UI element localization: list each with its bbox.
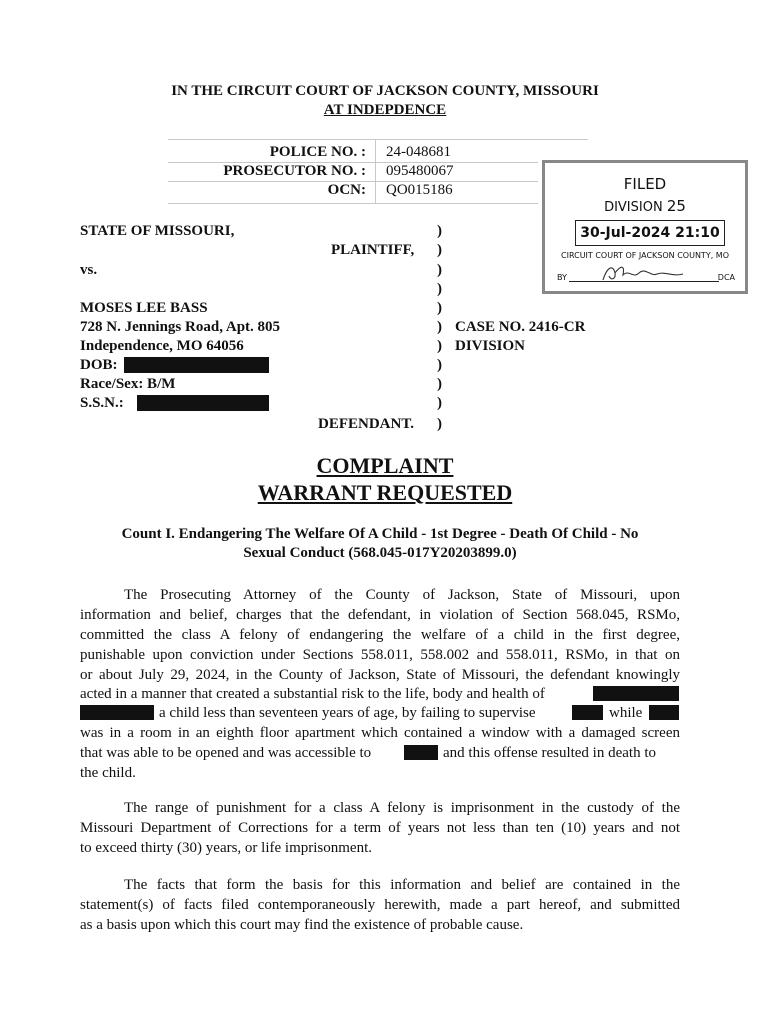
- filed-stamp: [542, 160, 748, 294]
- clerk-signature-icon: [599, 261, 689, 285]
- paragraph-1-line: The Prosecuting Attorney of the County of Jackson, State of Missouri, upon: [124, 587, 680, 603]
- dob-label: DOB:: [80, 357, 118, 373]
- paragraph-3-line: as a basis upon which this court may find the existence of probable cause.: [80, 917, 524, 933]
- count-heading-line-1: Count I. Endangering The Welfare Of A Child - 1st Degree - Death Of Child - No: [121, 526, 639, 542]
- plaintiff-label: PLAINTIFF,: [331, 242, 415, 258]
- paragraph-3-line: statement(s) of facts filed contemporaneously herewith, made a part hereof, and submitted: [80, 897, 680, 913]
- count-heading: [80, 525, 680, 563]
- redaction-box: [137, 395, 269, 411]
- document-subtitle: WARRANT REQUESTED: [257, 480, 513, 505]
- defendant-label: DEFENDANT.: [318, 416, 414, 432]
- ocn-row: [0, 181, 600, 200]
- caption-paren: ): [437, 376, 442, 392]
- paragraph-1-line: a child less than seventeen years of age, by failing to supervise: [159, 705, 536, 721]
- court-heading: [0, 82, 770, 120]
- case-division: DIVISION: [455, 338, 526, 354]
- prosecutor-number-value: 095480067: [386, 163, 454, 179]
- caption-paren: ): [437, 319, 442, 335]
- stamp-by: BY: [557, 273, 567, 282]
- redaction-box: [80, 705, 154, 720]
- versus: vs.: [80, 262, 98, 278]
- stamp-division-number: 25: [666, 197, 686, 215]
- defendant-address-line-1: 728 N. Jennings Road, Apt. 805: [80, 319, 281, 335]
- caption-paren: ): [437, 262, 442, 278]
- paragraph-1-line: and this offense resulted in death to: [443, 745, 657, 761]
- paragraph-1-line: committed the class A felony of endangering the welfare of a child in the first degree,: [80, 627, 680, 643]
- caption-paren: ): [437, 395, 442, 411]
- paragraph-1-line: or about July 29, 2024, in the County of Jackson, State of Missouri, the defendant knowingly: [80, 667, 680, 683]
- defendant-address-line-2: Independence, MO 64056: [80, 338, 244, 354]
- caption-paren: ): [437, 300, 442, 316]
- race-sex: Race/Sex: B/M: [80, 376, 176, 392]
- paragraph-1-line: acted in a manner that created a substantial risk to the life, body and health of: [80, 686, 545, 702]
- court-location: AT INDEPDENCE: [323, 102, 447, 118]
- stamp-filed-text: FILED: [623, 175, 667, 193]
- ocn-label: OCN:: [327, 182, 366, 198]
- stamp-division: [545, 197, 745, 215]
- police-number-row: [0, 143, 600, 162]
- paragraph-2-line: to exceed thirty (30) years, or life imprisonment.: [80, 840, 372, 856]
- police-number-label: POLICE NO. :: [269, 144, 366, 160]
- stamp-division-label: DIVISION: [604, 200, 663, 215]
- paragraph-3-line: The facts that form the basis for this information and belief are contained in the: [124, 877, 680, 893]
- paragraph-2-line: The range of punishment for a class A felony is imprisonment in the custody of the: [124, 800, 680, 816]
- caption-paren: ): [437, 223, 442, 239]
- paragraph-1-line: the child.: [80, 765, 136, 781]
- court-name: IN THE CIRCUIT COURT OF JACKSON COUNTY, MISSOURI: [171, 83, 599, 99]
- document-title: COMPLAINT: [316, 453, 454, 478]
- case-number: CASE NO. 2416-CR: [455, 319, 586, 335]
- defendant-name: MOSES LEE BASS: [80, 300, 208, 316]
- paragraph-1-line: punishable upon conviction under Sections 558.011, 558.002 and 558.011, RSMo, in that on: [80, 647, 680, 663]
- prosecutor-number-row: [0, 162, 600, 181]
- police-number-value: 24-048681: [386, 144, 451, 160]
- id-table-bottom-rule: [168, 203, 538, 204]
- caption-paren: ): [437, 242, 442, 258]
- prosecutor-number-label: PROSECUTOR NO. :: [223, 163, 366, 179]
- ssn-label: S.S.N.:: [80, 395, 124, 411]
- ocn-value: QO015186: [386, 182, 453, 198]
- caption-paren: ): [437, 338, 442, 354]
- paragraph-1-line: that was able to be opened and was accessible to: [80, 745, 372, 761]
- paragraph-1-line: was in a room in an eighth floor apartment which contained a window with a damaged screen: [80, 725, 680, 741]
- redaction-box: [124, 357, 269, 373]
- stamp-dca: DCA: [717, 273, 735, 282]
- count-heading-line-2: Sexual Conduct (568.045-017Y20203899.0): [243, 545, 517, 561]
- plaintiff-name: STATE OF MISSOURI,: [80, 223, 235, 239]
- id-table-top-rule: [168, 139, 588, 140]
- stamp-court: CIRCUIT COURT OF JACKSON COUNTY, MO: [561, 251, 729, 260]
- caption-paren: ): [437, 357, 442, 373]
- caption-paren: ): [437, 416, 442, 432]
- redaction-box: [649, 705, 679, 720]
- paragraph-2-line: Missouri Department of Corrections for a term of years not less than ten (10) years and not: [80, 820, 680, 836]
- paragraph-1-line: while: [609, 705, 643, 721]
- caption-paren: ): [437, 281, 442, 297]
- paragraph-1-line: information and belief, charges that the defendant, in violation of Section 568.045, RSMo,: [80, 607, 680, 623]
- stamp-datetime: 30-Jul-2024 21:10: [575, 220, 725, 246]
- redaction-box: [572, 705, 603, 720]
- redaction-box: [593, 686, 679, 701]
- redaction-box: [404, 745, 438, 760]
